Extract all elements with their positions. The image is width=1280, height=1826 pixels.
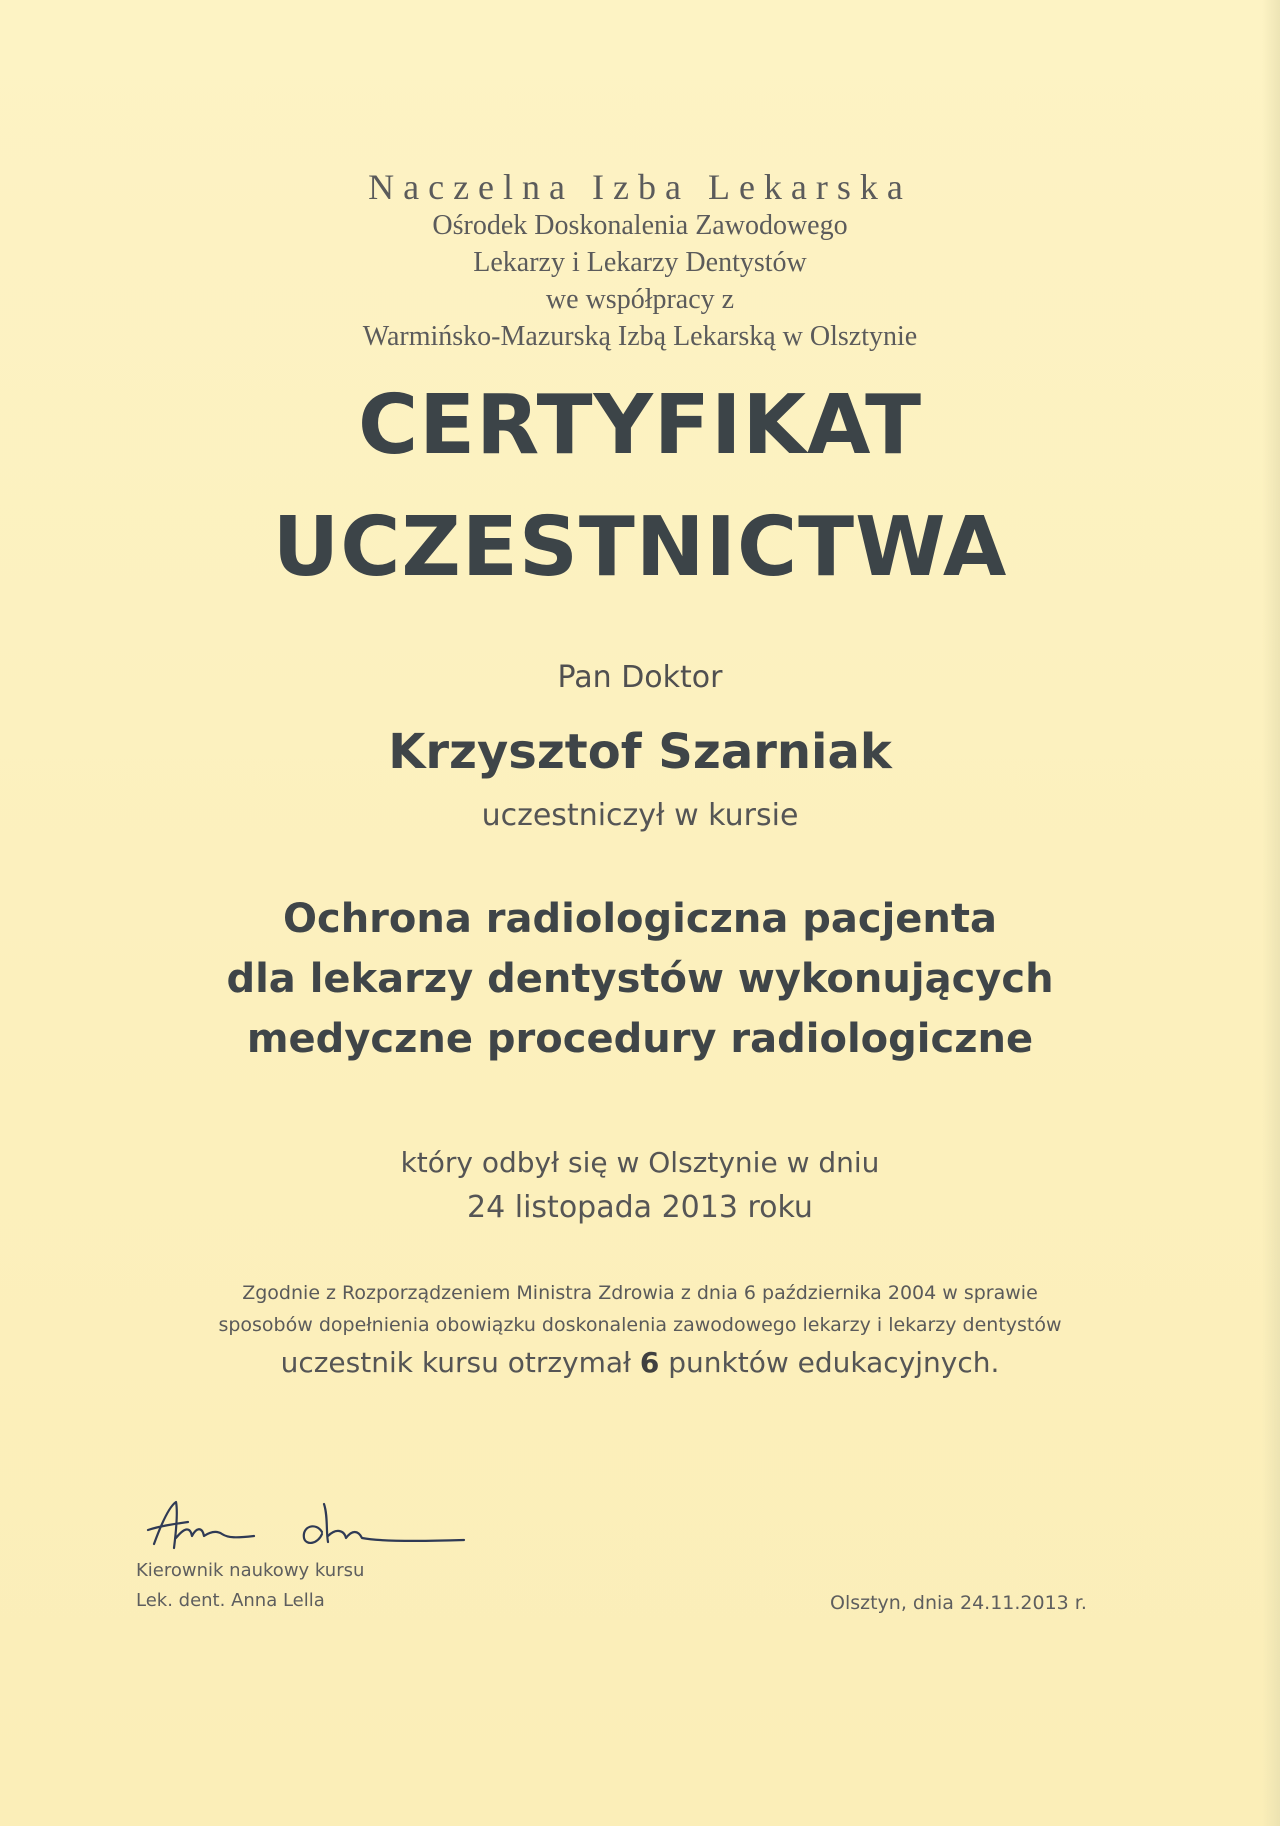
recipient-name: Krzysztof Szarniak bbox=[388, 724, 892, 780]
education-points bbox=[0, 1346, 1280, 1379]
points-suffix: punktów edukacyjnych. bbox=[659, 1346, 1000, 1379]
event-location-text: który odbył się w Olsztynie w dniu bbox=[400, 1146, 880, 1179]
regulation-text: sposobów dopełnienia obowiązku doskonalenia zawodowego lekarzy i lekarzy dentystów bbox=[218, 1314, 1062, 1336]
header-line: Ośrodek Doskonalenia Zawodowego bbox=[432, 210, 848, 241]
points-prefix: uczestnik kursu otrzymał bbox=[280, 1346, 640, 1379]
event-date: 24 listopada 2013 roku bbox=[467, 1190, 813, 1225]
certificate-title: CERTYFIKAT bbox=[357, 378, 923, 473]
signatory-name: Lek. dent. Anna Lella bbox=[136, 1590, 325, 1611]
organization-name: Naczelna Izba Lekarska bbox=[368, 167, 912, 207]
course-title-line: dla lekarzy dentystów wykonujących bbox=[226, 956, 1054, 1002]
course-title-line: medyczne procedury radiologiczne bbox=[246, 1016, 1034, 1062]
course-title-line: Ochrona radiologiczna pacjenta bbox=[282, 896, 998, 942]
header-line: Warmińsko-Mazurską Izbą Lekarską w Olsztynie bbox=[362, 321, 918, 352]
handwritten-signature bbox=[140, 1482, 470, 1572]
signatory-role: Kierownik naukowy kursu bbox=[136, 1560, 365, 1581]
place-and-date: Olsztyn, dnia 24.11.2013 r. bbox=[830, 1592, 1087, 1614]
salutation: Pan Doktor bbox=[557, 660, 723, 695]
certificate-subtitle: UCZESTNICTWA bbox=[272, 500, 1008, 595]
paper-edge bbox=[1262, 0, 1280, 1826]
header-line: Lekarzy i Lekarzy Dentystów bbox=[473, 247, 807, 278]
regulation-text: Zgodnie z Rozporządzeniem Ministra Zdrowia z dnia 6 października 2004 w sprawie bbox=[242, 1282, 1038, 1304]
header-line: we współpracy z bbox=[545, 284, 735, 315]
participation-text: uczestniczył w kursie bbox=[481, 798, 799, 833]
points-value: 6 bbox=[639, 1346, 660, 1379]
